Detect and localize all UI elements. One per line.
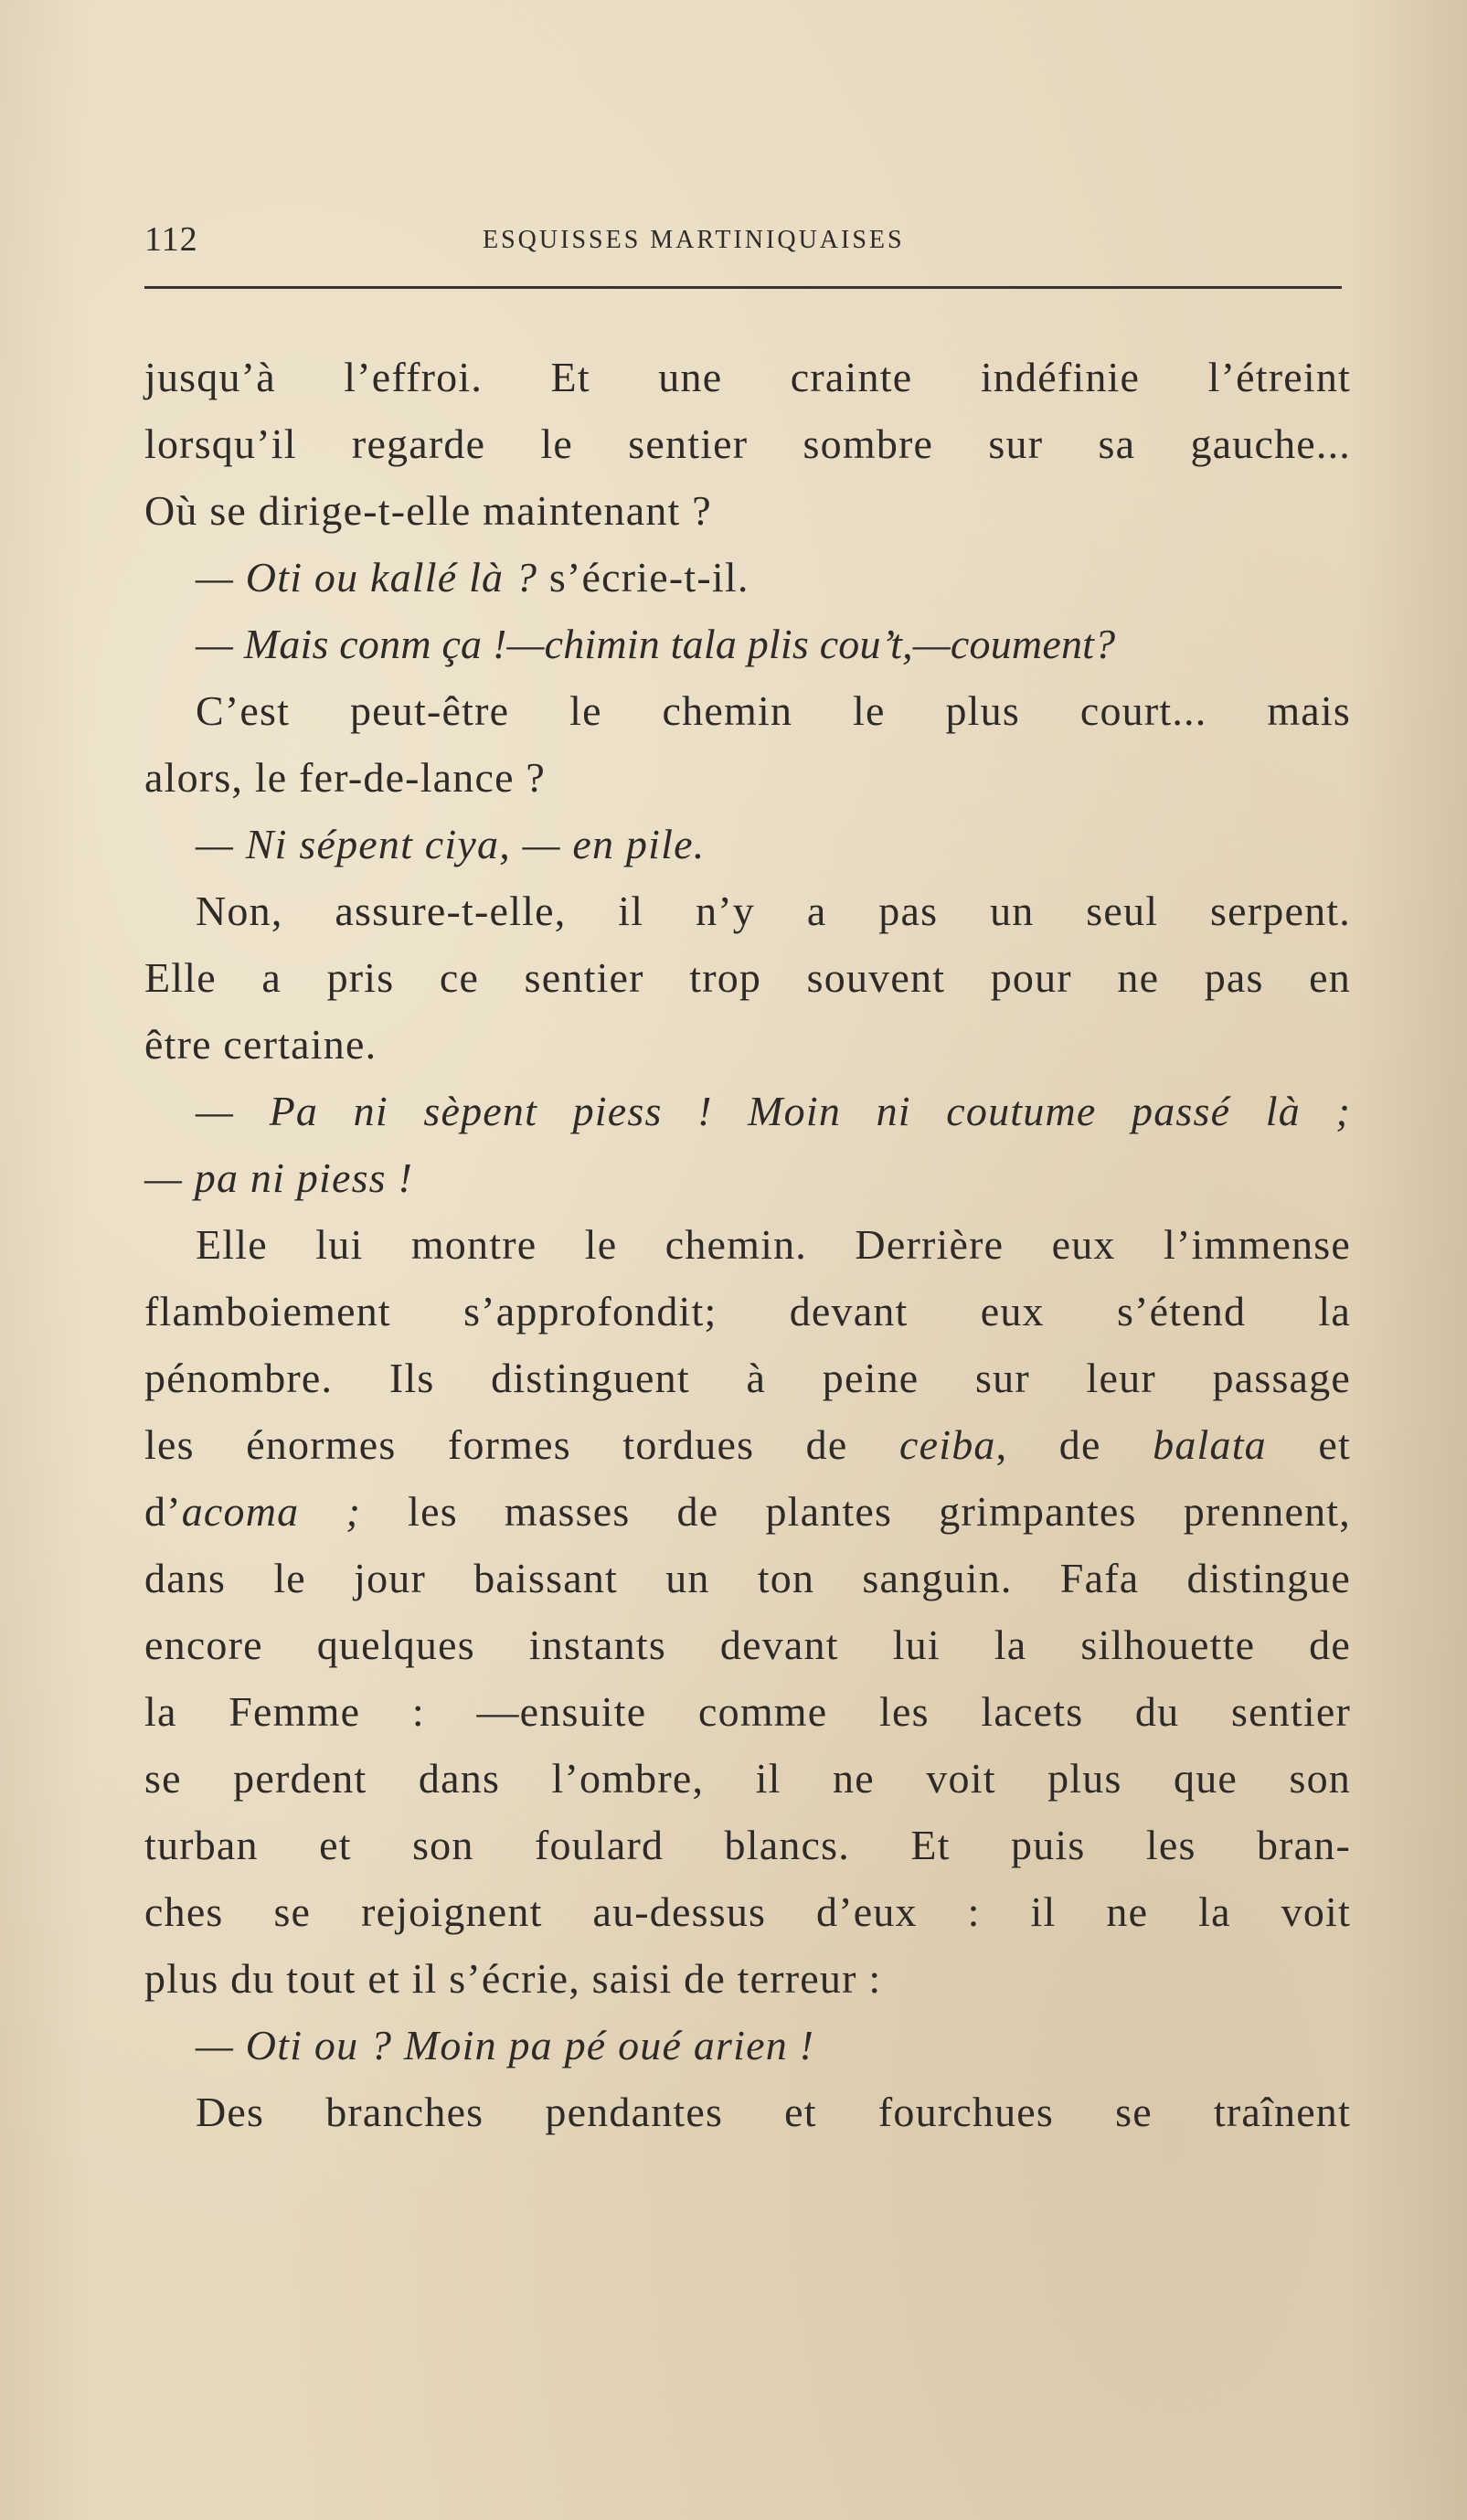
text-line: turban et son foulard blancs. Et puis les bran- bbox=[144, 1822, 1351, 1868]
text-line: encore quelques instants devant lui la silhouette de bbox=[144, 1622, 1351, 1668]
text-line: d’acoma ; les masses de plantes grimpantes prennent, bbox=[144, 1488, 1351, 1535]
text-line: Non, assure-t-elle, il n’y a pas un seul serpent. bbox=[196, 888, 1351, 934]
text-line: se perdent dans l’ombre, il ne voit plus que son bbox=[144, 1755, 1351, 1802]
text-line: dans le jour baissant un ton sanguin. Fafa distingue bbox=[144, 1555, 1351, 1601]
text-line: ches se rejoignent au-dessus d’eux : il ne la voit bbox=[144, 1888, 1351, 1935]
dialogue-line: — Oti ou ? Moin pa pé oué arien ! bbox=[196, 2022, 815, 2068]
text-line: plus du tout et il s’écrie, saisi de terreur : bbox=[144, 1955, 882, 2002]
text-line: la Femme : —ensuite comme les lacets du sentier bbox=[144, 1688, 1351, 1735]
text-line: flamboiement s’approfondit; devant eux s’étend la bbox=[144, 1288, 1351, 1334]
dialogue-line: — pa ni piess ! bbox=[144, 1154, 413, 1201]
dialogue-line: — Oti ou kallé là ? s’écrie-t-il. bbox=[196, 554, 749, 601]
text-line: les énormes formes tordues de ceiba, de balata et bbox=[144, 1421, 1351, 1468]
text-line: C’est peut-être le chemin le plus court... mais bbox=[196, 687, 1351, 734]
text-line: pénombre. Ils distinguent à peine sur leur passage bbox=[144, 1355, 1351, 1401]
text-line: Où se dirige-t-elle maintenant ? bbox=[144, 487, 712, 534]
header-rule bbox=[144, 286, 1342, 289]
dialogue-line: — Pa ni sèpent piess ! Moin ni coutume passé là ; bbox=[196, 1088, 1351, 1134]
text-line: Elle lui montre le chemin. Derrière eux l’immense bbox=[196, 1221, 1351, 1268]
body-text bbox=[144, 344, 1351, 2145]
text-line: jusqu’à l’effroi. Et une crainte indéfinie l’étreint bbox=[144, 354, 1351, 400]
text-line: être certaine. bbox=[144, 1021, 377, 1068]
text-line: Elle a pris ce sentier trop souvent pour ne pas en bbox=[144, 954, 1351, 1001]
dialogue-line: — Mais conm ça !—chimin tala plis cou’t,—coument? bbox=[196, 621, 1116, 667]
text-line: lorsqu’il regarde le sentier sombre sur sa gauche... bbox=[144, 420, 1351, 467]
dialogue-line: — Ni sépent ciya, — en pile. bbox=[196, 821, 706, 867]
text-line: alors, le fer-de-lance ? bbox=[144, 754, 547, 801]
running-title: ESQUISSES MARTINIQUAISES bbox=[483, 226, 905, 254]
text-line: Des branches pendantes et fourchues se traînent bbox=[196, 2089, 1351, 2135]
page-number: 112 bbox=[144, 220, 198, 259]
page-header bbox=[144, 219, 1342, 259]
